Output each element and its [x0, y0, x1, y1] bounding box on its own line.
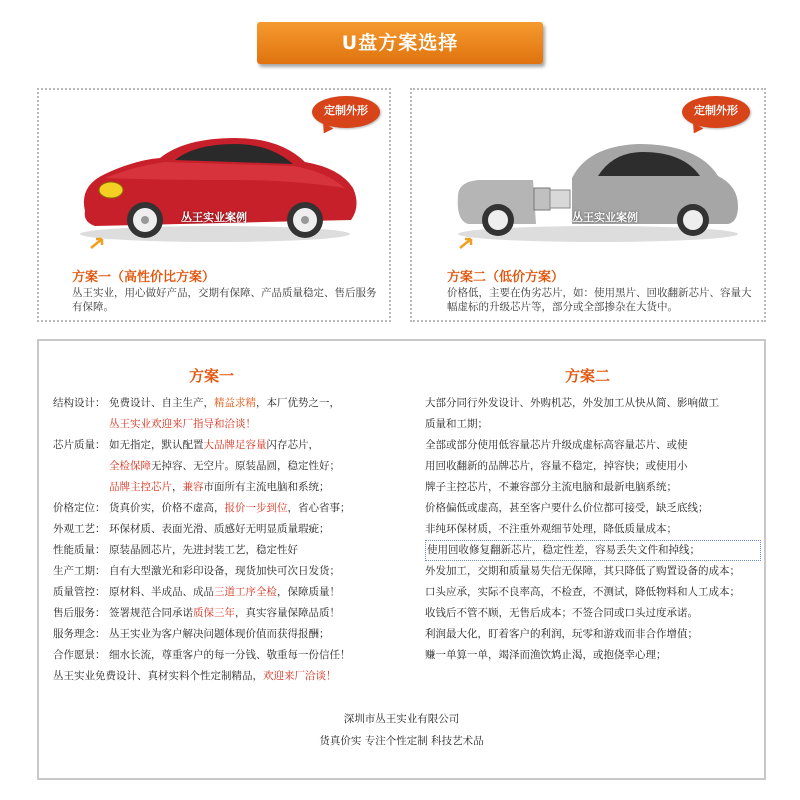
red-car-usb-image: [65, 116, 365, 246]
plan1-detail-row: [53, 498, 413, 519]
detail-key: 生产工期：: [53, 565, 106, 577]
silver-car-usb-image: [438, 116, 748, 246]
plan1-detail-row: [53, 519, 413, 540]
plan2-detail-row: 外发加工，交期和质量易失信无保障，其只降低了购置设备的成本；: [425, 565, 740, 577]
arrow-icon: [90, 237, 104, 249]
detail-key: 性能质量：: [53, 544, 106, 556]
detail-text: 如无指定，默认配置: [109, 439, 204, 451]
plan1-detail-row: [53, 456, 413, 477]
company-name: 深圳市丛王实业有限公司: [343, 713, 460, 725]
detail-text: 原装晶圆芯片，先进封装工艺，稳定性好: [109, 544, 298, 556]
detail-text: ，保障质量！: [277, 586, 340, 598]
detail-key: 服务理念：: [53, 628, 106, 640]
plan1-detail-row: [53, 477, 413, 498]
plan1-detail-row: [53, 666, 413, 687]
detail-text: 签署规范合同承诺: [109, 607, 193, 619]
detail-key: 芯片质量：: [53, 439, 106, 451]
plan2-detail-row: 质量和工期；: [425, 418, 488, 430]
plan1-detail-row: [53, 645, 413, 666]
plan1-detail-row: [53, 603, 413, 624]
car-label: 丛王实业案例: [572, 211, 638, 224]
plan1-description: 丛王实业，用心做好产品，交期有保障、产品质量稳定、售后服务有保障。: [72, 287, 377, 313]
detail-text: 细水长流，尊重客户的每一分钱、敬重每一份信任！: [109, 649, 351, 661]
plan1-panel: [37, 88, 391, 322]
comparison-panel: [37, 339, 766, 780]
detail-key: 外观工艺：: [53, 523, 106, 535]
detail-text: ，真实容量保障品质！: [235, 607, 340, 619]
detail-text: 丛王实业欢迎来厂指导和洽谈！: [109, 418, 256, 430]
col1-heading: 方案一: [189, 367, 235, 385]
custom-shape-bubble: 定制外形: [312, 96, 380, 128]
plan2-detail-row: 口头应承，实际不良率高，不检查，不测试，降低物料和人工成本；: [425, 586, 740, 598]
plan2-panel: [410, 88, 766, 322]
car-label: 丛王实业案例: [181, 211, 247, 224]
plan2-detail-row: 非纯环保材质，不注重外观细节处理，降低质量成本；: [425, 523, 677, 535]
plan1-detail-row: [53, 540, 413, 561]
detail-text: 环保材质、表面光滑、质感好无明显质量瑕疵；: [109, 523, 330, 535]
detail-text: 市面所有主流电脑和系统；: [203, 481, 330, 493]
plan2-detail-row: 价格偏低或虚高，甚至客户要什么价位都可接受，缺乏底线；: [425, 502, 709, 514]
detail-text: 报价一步到位: [224, 502, 288, 514]
detail-text: ，: [172, 481, 183, 493]
plan2-details: [425, 393, 761, 666]
detail-text: ，本厂优势之一，: [256, 397, 340, 409]
plan2-detail-row: 全部或部分使用低容量芯片升级成虚标高容量芯片、或使: [425, 439, 688, 451]
detail-text: 质保三年: [193, 607, 235, 619]
plan2-detail-row: 利润最大化，盯着客户的利润，玩零和游戏而非合作增值；: [425, 628, 698, 640]
detail-text: 免费设计、自主生产，: [109, 397, 214, 409]
plan1-detail-row: [53, 435, 413, 456]
detail-text: 大品牌足容量: [203, 439, 267, 451]
detail-key: 价格定位：: [53, 502, 106, 514]
detail-text: 三道工序全检: [214, 586, 277, 598]
detail-text: 品牌主控芯片: [109, 481, 172, 493]
detail-text: 欢迎来厂洽谈！: [263, 670, 337, 682]
detail-text: ，省心省事；: [287, 502, 351, 514]
plan1-detail-row: [53, 582, 413, 603]
detail-text: 自有大型激光和彩印设备，现货加快可次日发货；: [109, 565, 340, 577]
detail-text: 精益求精: [214, 397, 256, 409]
detail-text: 货真价实，价格不虚高，: [109, 502, 225, 514]
plan2-detail-row: 赚一单算一单，竭泽而渔饮鸩止渴，或抱侥幸心理；: [425, 649, 667, 661]
detail-text: 丛王实业免费设计、真材实料个性定制精品，: [53, 670, 263, 682]
col2-heading: 方案二: [565, 367, 611, 385]
plan1-title: 方案一（高性价比方案）: [72, 270, 216, 285]
detail-key: 质量管控：: [53, 586, 106, 598]
detail-text: 闪存芯片，: [266, 439, 319, 451]
plan1-detail-row: [53, 414, 413, 435]
custom-shape-bubble: 定制外形: [682, 96, 750, 128]
plan2-detail-row: 使用回收修复翻新芯片，稳定性差，容易丢失文件和掉线；: [425, 540, 761, 561]
plan1-details: [53, 393, 413, 687]
plan2-title: 方案二（低价方案）: [447, 270, 565, 285]
detail-text: 兼容: [182, 481, 204, 493]
arrow-icon: [459, 237, 473, 249]
page-title: U盘方案选择: [257, 22, 543, 64]
plan2-description: 价格低，主要在伪劣芯片，如：使用黑片、回收翻新芯片、容量大幅虚标的升级芯片等，部分或全部掺杂在大货中。: [447, 287, 752, 313]
detail-key: 合作愿景：: [53, 649, 106, 661]
plan1-detail-row: [53, 624, 413, 645]
plan1-detail-row: [53, 561, 413, 582]
plan2-detail-row: 用回收翻新的品牌芯片，容量不稳定，掉容快；或使用小: [425, 460, 688, 472]
detail-key: 售后服务：: [53, 607, 106, 619]
detail-text: 原材料、半成品、成品: [109, 586, 214, 598]
detail-text: 无掉容、无空片。原装晶圆，稳定性好；: [151, 460, 340, 472]
detail-text: 全检保障: [109, 460, 151, 472]
plan1-detail-row: [53, 393, 413, 414]
slogan: 货真价实 专注个性定制 科技艺术品: [319, 735, 484, 747]
plan2-detail-row: 大部分同行外发设计、外购机芯，外发加工从快从简、影响做工: [425, 397, 719, 409]
detail-text: 丛王实业为客户解决问题体现价值而获得报酬；: [109, 628, 330, 640]
plan2-detail-row: 牌子主控芯片，不兼容部分主流电脑和最新电脑系统；: [425, 481, 677, 493]
detail-key: 结构设计：: [53, 397, 106, 409]
plan2-detail-row: 收钱后不管不顾，无售后成本；不签合同或口头过度承诺。: [425, 607, 698, 619]
